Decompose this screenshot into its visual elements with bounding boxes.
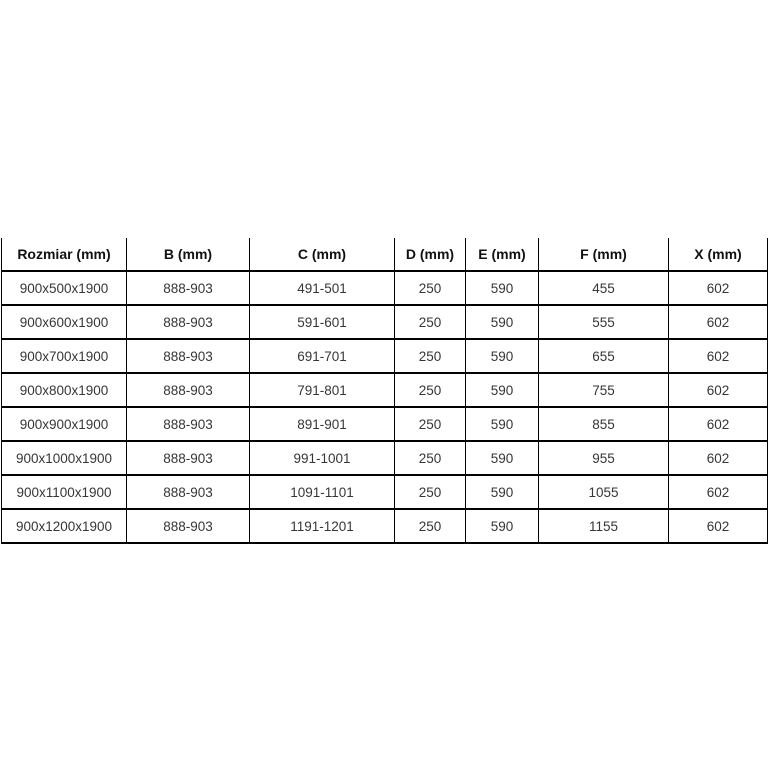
table-cell: 590 (466, 339, 539, 373)
table-cell: 900x900x1900 (2, 407, 127, 441)
table-cell: 900x500x1900 (2, 271, 127, 305)
table-cell: 900x600x1900 (2, 305, 127, 339)
table-cell: 250 (395, 441, 466, 475)
header-cell-b: B (mm) (127, 238, 250, 271)
table-cell: 590 (466, 441, 539, 475)
header-cell-f: F (mm) (539, 238, 669, 271)
table-header (2, 238, 768, 271)
table-cell: 691-701 (250, 339, 395, 373)
table-cell: 1055 (539, 475, 669, 509)
table-cell: 491-501 (250, 271, 395, 305)
table-cell: 888-903 (127, 339, 250, 373)
table-cell: 888-903 (127, 373, 250, 407)
table-cell: 900x700x1900 (2, 339, 127, 373)
table-cell: 891-901 (250, 407, 395, 441)
table-cell: 955 (539, 441, 669, 475)
table-cell: 602 (669, 441, 768, 475)
table-cell: 1155 (539, 509, 669, 543)
table-cell: 888-903 (127, 475, 250, 509)
header-row (2, 238, 768, 271)
table-cell: 250 (395, 407, 466, 441)
table-cell: 888-903 (127, 305, 250, 339)
table-row (2, 475, 768, 509)
table-cell: 250 (395, 509, 466, 543)
table-cell: 250 (395, 305, 466, 339)
table-cell: 602 (669, 509, 768, 543)
table-cell: 900x1000x1900 (2, 441, 127, 475)
table-cell: 655 (539, 339, 669, 373)
table-cell: 590 (466, 373, 539, 407)
table-cell: 590 (466, 407, 539, 441)
table-cell: 250 (395, 373, 466, 407)
header-cell-d: D (mm) (395, 238, 466, 271)
table-cell: 590 (466, 271, 539, 305)
table-cell: 250 (395, 339, 466, 373)
table-cell: 602 (669, 475, 768, 509)
table-cell: 900x800x1900 (2, 373, 127, 407)
table-cell: 250 (395, 475, 466, 509)
table-cell: 1191-1201 (250, 509, 395, 543)
table-cell: 602 (669, 305, 768, 339)
table-row (2, 407, 768, 441)
table-cell: 455 (539, 271, 669, 305)
table-cell: 590 (466, 475, 539, 509)
table-cell: 602 (669, 339, 768, 373)
table-row (2, 509, 768, 543)
table-cell: 900x1100x1900 (2, 475, 127, 509)
dimensions-table (1, 238, 768, 544)
table-cell: 1091-1101 (250, 475, 395, 509)
table-cell: 590 (466, 305, 539, 339)
table-cell: 888-903 (127, 441, 250, 475)
header-cell-c: C (mm) (250, 238, 395, 271)
table-row (2, 271, 768, 305)
table-cell: 602 (669, 271, 768, 305)
table-cell: 888-903 (127, 509, 250, 543)
table-row (2, 373, 768, 407)
table-cell: 591-601 (250, 305, 395, 339)
table-cell: 888-903 (127, 271, 250, 305)
table-cell: 590 (466, 509, 539, 543)
table-cell: 602 (669, 373, 768, 407)
table-cell: 555 (539, 305, 669, 339)
table-cell: 755 (539, 373, 669, 407)
table-cell: 900x1200x1900 (2, 509, 127, 543)
table-cell: 855 (539, 407, 669, 441)
table-cell: 991-1001 (250, 441, 395, 475)
table-row (2, 305, 768, 339)
header-cell-x: X (mm) (669, 238, 768, 271)
header-cell-e: E (mm) (466, 238, 539, 271)
table-cell: 250 (395, 271, 466, 305)
table-row (2, 339, 768, 373)
header-cell-rozmiar: Rozmiar (mm) (2, 238, 127, 271)
table-cell: 791-801 (250, 373, 395, 407)
table-cell: 888-903 (127, 407, 250, 441)
table-cell: 602 (669, 407, 768, 441)
table-body (2, 271, 768, 543)
table-row (2, 441, 768, 475)
